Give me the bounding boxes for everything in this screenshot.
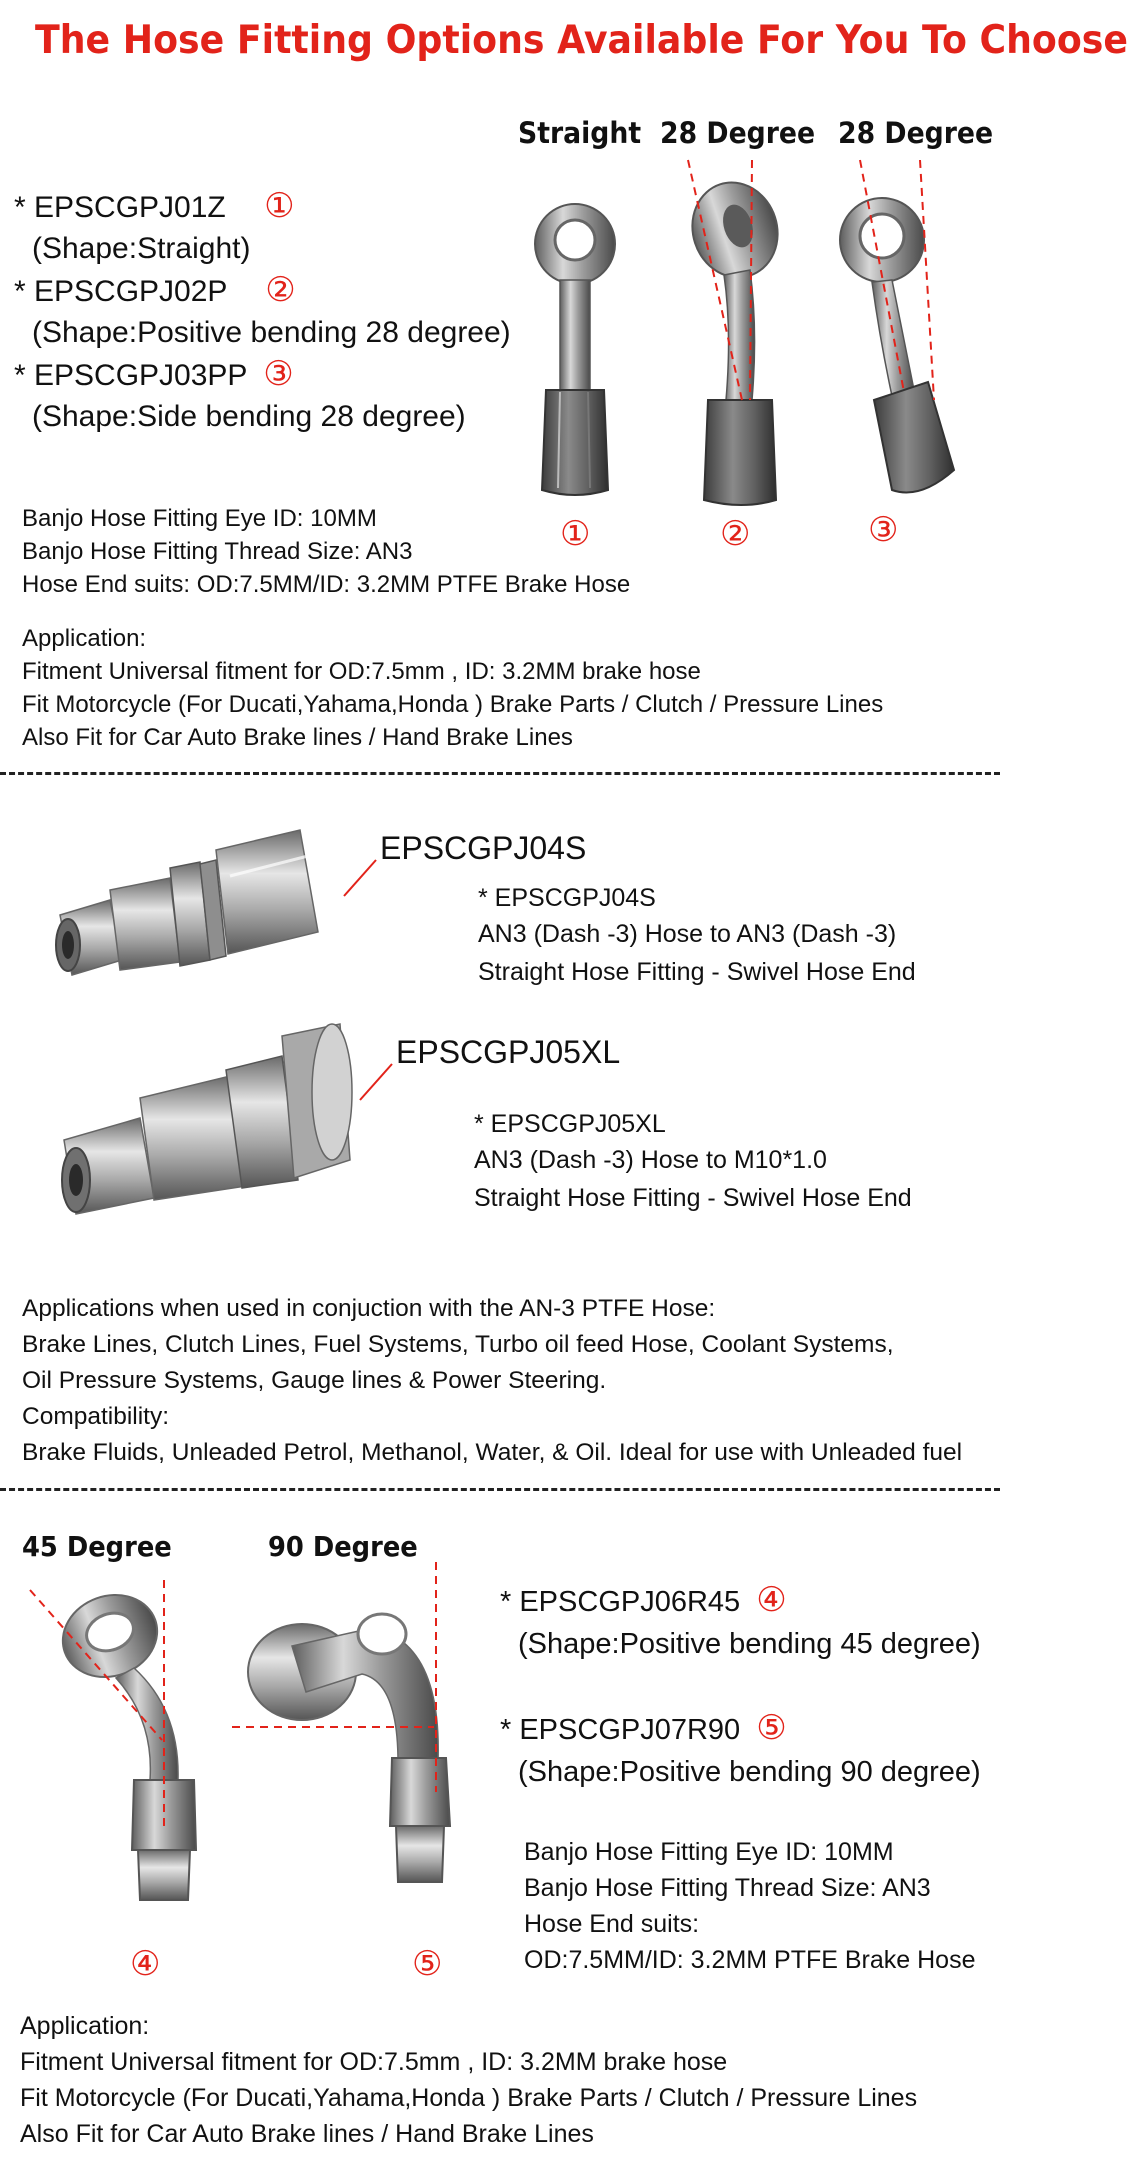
item-shape: (Shape:Positive bending 28 degree): [32, 316, 511, 349]
banjo-45-degree-image: [30, 1580, 220, 1910]
item-ep01z: [14, 186, 295, 228]
spec-line: OD:7.5MM/ID: 3.2MM PTFE Brake Hose: [524, 1946, 976, 1974]
item-shape: (Shape:Positive bending 45 degree): [518, 1628, 981, 1660]
item-marker: ①: [264, 187, 295, 225]
header-28-degree-1: 28 Degree: [660, 116, 816, 150]
side-28-banjo-fitting-image: [830, 160, 960, 510]
fitting-desc-line: AN3 (Dash -3) Hose to M10*1.0: [474, 1146, 827, 1174]
item-code: * EPSCGPJ01Z: [14, 191, 226, 224]
application-line: Fit Motorcycle (For Ducati,Yahama,Honda ) Brake Parts / Clutch / Pressure Lines: [22, 691, 884, 718]
header-90-degree: 90 Degree: [268, 1530, 418, 1563]
application-line: Application:: [20, 2012, 150, 2040]
spec-line: Hose End suits:: [524, 1910, 700, 1938]
item-code: * EPSCGPJ02P: [14, 275, 227, 308]
item-ep02p: [14, 270, 296, 312]
positive-28-banjo-fitting-image: [680, 160, 800, 510]
application-line: Also Fit for Car Auto Brake lines / Hand Brake Lines: [20, 2120, 594, 2148]
marker-2: ②: [720, 515, 751, 553]
item-marker: ⑤: [756, 1709, 787, 1747]
fitting-desc-line: * EPSCGPJ05XL: [474, 1110, 666, 1138]
fitting-desc-line: Straight Hose Fitting - Swivel Hose End: [478, 958, 916, 986]
item-shape: (Shape:Straight): [32, 232, 251, 265]
applications-line: Applications when used in conjuction with the AN-3 PTFE Hose:: [22, 1295, 716, 1322]
applications-line: Brake Lines, Clutch Lines, Fuel Systems, Turbo oil feed Hose, Coolant Systems,: [22, 1331, 894, 1358]
compatibility-line: Brake Fluids, Unleaded Petrol, Methanol, Water, & Oil. Ideal for use with Unleaded fuel: [22, 1439, 963, 1466]
item-code: * EPSCGPJ06R45: [500, 1586, 741, 1618]
epscgpj05xl-fitting-image: [50, 1010, 370, 1220]
item-ep06r45: [500, 1580, 787, 1623]
fitting-desc-line: * EPSCGPJ04S: [478, 884, 656, 912]
item-shape: (Shape:Side bending 28 degree): [32, 400, 466, 433]
item-marker: ②: [265, 271, 296, 309]
marker-4: ④: [130, 1945, 161, 1983]
application-line: Also Fit for Car Auto Brake lines / Hand Brake Lines: [22, 724, 573, 751]
callout-line: [340, 860, 380, 900]
header-45-degree: 45 Degree: [22, 1530, 172, 1563]
application-line: Fit Motorcycle (For Ducati,Yahama,Honda ) Brake Parts / Clutch / Pressure Lines: [20, 2084, 918, 2112]
spec-line: Banjo Hose Fitting Thread Size: AN3: [22, 538, 413, 565]
compatibility-heading: Compatibility:: [22, 1403, 170, 1430]
banjo-90-degree-image: [232, 1562, 462, 1902]
item-code: * EPSCGPJ03PP: [14, 359, 247, 392]
fitting-label-05xl: EPSCGPJ05XL: [396, 1034, 621, 1070]
spec-line: Banjo Hose Fitting Eye ID: 10MM: [22, 505, 377, 532]
spec-line: Hose End suits: OD:7.5MM/ID: 3.2MM PTFE Brake Hose: [22, 571, 631, 598]
spec-line: Banjo Hose Fitting Eye ID: 10MM: [524, 1838, 894, 1866]
section-divider: [0, 1488, 1000, 1491]
page-title: The Hose Fitting Options Available For You To Choose: [35, 18, 1128, 63]
item-ep07r90: [500, 1708, 787, 1751]
marker-3: ③: [868, 511, 899, 549]
section-divider: [0, 772, 1000, 775]
fitting-label-04s: EPSCGPJ04S: [380, 830, 587, 866]
application-line: Fitment Universal fitment for OD:7.5mm , ID: 3.2MM brake hose: [22, 658, 701, 685]
item-marker: ④: [756, 1581, 787, 1619]
item-shape: (Shape:Positive bending 90 degree): [518, 1756, 981, 1788]
item-code: * EPSCGPJ07R90: [500, 1714, 741, 1746]
marker-1: ①: [560, 515, 591, 553]
callout-line: [356, 1064, 396, 1104]
spec-line: Banjo Hose Fitting Thread Size: AN3: [524, 1874, 931, 1902]
application-line: Application:: [22, 625, 147, 652]
applications-line: Oil Pressure Systems, Gauge lines & Power Steering.: [22, 1367, 607, 1394]
header-straight: Straight: [518, 116, 642, 150]
fitting-desc-line: Straight Hose Fitting - Swivel Hose End: [474, 1184, 912, 1212]
straight-banjo-fitting-image: [520, 200, 630, 500]
application-line: Fitment Universal fitment for OD:7.5mm , ID: 3.2MM brake hose: [20, 2048, 728, 2076]
item-marker: ③: [263, 355, 294, 393]
item-ep03pp: [14, 354, 294, 396]
epscgpj04s-fitting-image: [50, 820, 350, 990]
marker-5: ⑤: [412, 1945, 443, 1983]
fitting-desc-line: AN3 (Dash -3) Hose to AN3 (Dash -3): [478, 920, 897, 948]
header-28-degree-2: 28 Degree: [838, 116, 994, 150]
